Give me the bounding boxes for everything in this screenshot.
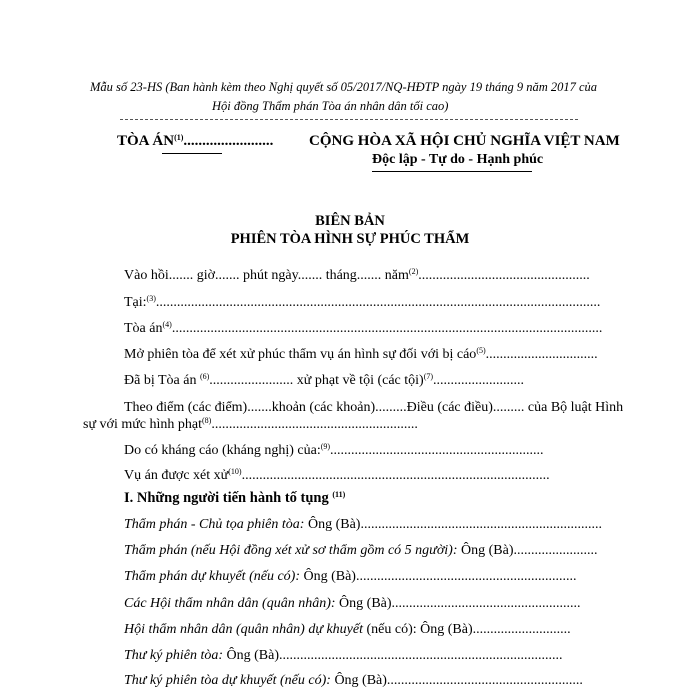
field-defendant (124, 346, 598, 363)
note-divider (120, 119, 578, 120)
field-datetime (124, 267, 590, 284)
person-row (124, 596, 581, 612)
person-role: Thẩm phán - Chủ tọa phiên tòa: (124, 517, 305, 532)
document-title: BIÊN BẢN (315, 213, 385, 229)
field-location-sup: (3) (146, 294, 156, 303)
court-label: TÒA ÁN (117, 133, 175, 149)
person-role: Các Hội thẩm nhân dân (quân nhân): (124, 596, 336, 611)
person-name-blank: Ông (Bà)........................................................ (330, 673, 583, 688)
section-heading-text: I. Những người tiến hành tố tụng (124, 490, 329, 506)
person-role: Thẩm phán (nếu Hội đồng xét xử sơ thẩm gồm có 5 người): (124, 543, 458, 558)
field-location (124, 294, 600, 311)
person-role: Hội thẩm nhân dân (quân nhân) dự khuyết (124, 622, 363, 637)
field-location-dots: ............................................................................................................................... (155, 295, 601, 310)
field-sentence-dots: .......................... (433, 373, 525, 388)
field-trial-type-sup: (10) (228, 467, 242, 476)
field-penalty-sup: (8) (202, 416, 212, 425)
court-dots: ........................ (183, 133, 274, 149)
field-datetime-dots: ................................................. (418, 268, 590, 283)
field-appeal-sup: (9) (320, 442, 331, 451)
person-row (124, 673, 583, 689)
person-name-blank: Ông (Bà)...................................................... (335, 596, 581, 611)
court-sup: (1) (174, 133, 184, 142)
person-name-blank: Ông (Bà)..................................................................... (304, 517, 602, 532)
field-court-text: Tòa án (124, 321, 163, 336)
field-datetime-sup: (2) (408, 267, 419, 276)
field-defendant-text: Mở phiên tòa để xét xử phúc thẩm vụ án hình sự đối với bị cáo (124, 347, 477, 362)
person-row (124, 622, 571, 638)
nation-name: CỘNG HÒA XÃ HỘI CHỦ NGHĨA VIỆT NAM (309, 133, 620, 149)
field-appeal (124, 442, 544, 459)
person-role: Thẩm phán dự khuyết (nếu có): (124, 569, 300, 584)
field-datetime-text: Vào hồi....... giờ....... phút ngày....... tháng....... năm (124, 268, 409, 283)
template-note-line-1: Mẫu số 23-HS (Ban hành kèm theo Nghị quyết số 05/2017/NQ-HĐTP ngày 19 tháng 9 năm 2017 của (90, 80, 598, 94)
person-row (124, 569, 576, 585)
person-name-blank: Ông (Bà)........................ (457, 543, 598, 558)
field-trial-type-text: Vụ án được xét xử (124, 468, 229, 483)
field-court (124, 320, 602, 337)
document-subtitle: PHIÊN TÒA HÌNH SỰ PHÚC THẨM (230, 231, 470, 247)
template-note-line-2: Hội đồng Thẩm phán Tòa án nhân dân tối cao) (212, 99, 449, 113)
person-name-blank: Ông (Bà)............................................................... (299, 569, 577, 584)
field-trial-type (124, 467, 550, 484)
field-legal-basis: Theo điểm (các điểm).......khoản (các khoản).........Điều (các điều)......... của Bộ luật Hình (124, 400, 624, 415)
field-sentence-sup: (6) (199, 372, 210, 381)
field-penalty (83, 416, 418, 433)
field-penalty-text: sự với mức hình phạt (83, 417, 203, 432)
field-court-dots: ........................................................................................................................... (171, 321, 603, 336)
field-defendant-sup: (5) (476, 346, 486, 355)
nation-motto: Độc lập - Tự do - Hạnh phúc (372, 152, 544, 167)
field-sentence-text: Đã bị Tòa án (124, 373, 200, 388)
court-underline (162, 153, 222, 154)
field-defendant-dots: ................................ (485, 347, 598, 362)
motto-underline (372, 171, 532, 172)
person-role: Thư ký phiên tòa: (124, 648, 224, 663)
section-heading-sup: (11) (332, 490, 346, 499)
field-location-text: Tại: (124, 295, 147, 310)
person-row (124, 543, 598, 559)
field-penalty-dots: ........................................................... (211, 417, 418, 432)
person-name-blank: Ông (Bà)................................................................................. (223, 648, 563, 663)
person-row (124, 648, 563, 664)
field-sentence-text-2: ........................ xử phạt về tội (các tội) (209, 373, 424, 388)
court-name (117, 133, 273, 150)
person-role: Thư ký phiên tòa dự khuyết (nếu có): (124, 673, 331, 688)
field-court-sup: (4) (162, 320, 172, 329)
field-trial-type-dots: ........................................................................................ (241, 468, 550, 483)
section-heading (124, 490, 345, 507)
field-appeal-text: Do có kháng cáo (kháng nghị) của: (124, 443, 321, 458)
person-name-blank: (nếu có): Ông (Bà)............................ (363, 622, 571, 637)
field-appeal-dots: ............................................................. (330, 443, 544, 458)
field-sentence (124, 372, 524, 389)
person-row (124, 517, 602, 533)
field-sentence-sup-2: (7) (423, 372, 434, 381)
